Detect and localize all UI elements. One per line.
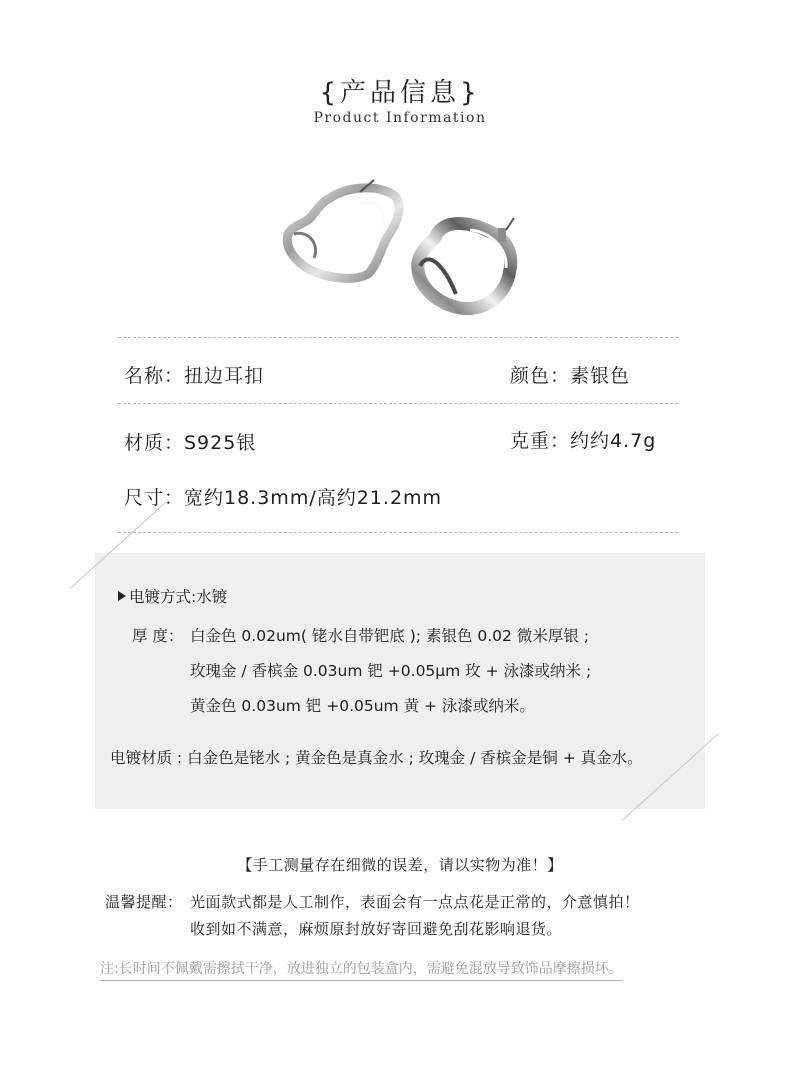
thickness-line: 白金色 0.02um( 铑水自带钯底 ); 素银色 0.02 微米厚银 ; <box>190 627 589 645</box>
divider <box>118 403 678 404</box>
tip-line: 光面款式都是人工制作，表面会有一点点花是正常的，介意慎拍！ <box>190 893 640 911</box>
care-footnote: 注:长时间不佩戴需擦拭干净，放进独立的包装盒内，需避免混放导致饰品摩擦损坏。 <box>100 958 623 981</box>
product-color: 颜色：素银色 <box>510 365 631 387</box>
earrings-product-image <box>270 178 540 328</box>
triangle-bullet-icon <box>118 591 126 601</box>
tip-line: 收到如不满意，麻烦原封放好寄回避免刮花影响退货。 <box>190 920 563 938</box>
divider <box>118 337 678 338</box>
thickness-line: 玫瑰金 / 香槟金 0.03um 钯 +0.05μm 玫 + 泳漆或纳米 ; <box>190 662 592 680</box>
left-earring-icon <box>287 180 399 278</box>
section-title: {产品信息} <box>319 78 481 108</box>
right-earring-icon <box>418 218 514 309</box>
measurement-notice: 【手工测量存在细微的误差，请以实物为准！】 <box>237 856 563 874</box>
product-material: 材质：S925银 <box>124 432 257 454</box>
thickness-label: 厚 度： <box>132 627 184 645</box>
product-weight: 克重：约约4.7g <box>510 430 657 452</box>
section-subtitle: Product Information <box>313 110 487 126</box>
tip-label: 温馨提醒： <box>105 893 183 911</box>
product-name: 名称：扭边耳扣 <box>124 365 265 387</box>
plating-method: 电镀方式:水镀 <box>118 585 227 607</box>
thickness-line: 黄金色 0.03um 钯 +0.05um 黄 + 泳漆或纳米。 <box>190 697 535 715</box>
product-size: 尺寸：宽约18.3mm/高约21.2mm <box>124 487 443 509</box>
divider <box>118 532 678 533</box>
plating-material: 电镀材质 : 白金色是铑水 ; 黄金色是真金水 ; 玫瑰金 / 香槟金是铜 + 真金水。 <box>110 749 643 767</box>
